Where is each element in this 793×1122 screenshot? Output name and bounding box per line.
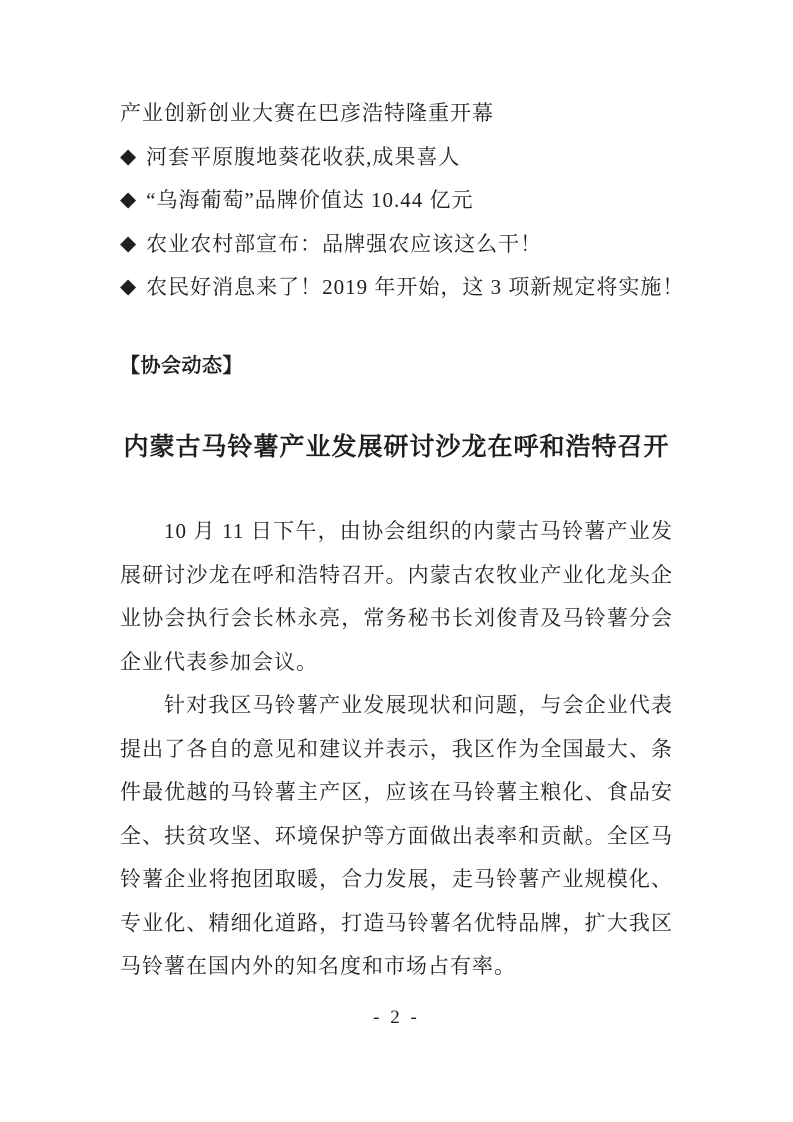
diamond-bullet-icon: ◆ bbox=[120, 143, 138, 168]
article-paragraph: 针对我区马铃薯产业发展现状和问题，与会企业代表提出了各自的意见和建议并表示，我区作为全国最大、条件最优越的马铃薯主产区，应该在马铃薯主粮化、食品安全、扶贫攻坚、环境保护等方面做出表率和贡献。全区马铃薯企业将抱团取暖，合力发展，走马铃薯产业规模化、专业化、精细化道路，打造马铃薯名优特品牌，扩大我区马铃薯在国内外的知名度和市场占有率。 bbox=[120, 693, 673, 978]
diamond-bullet-icon: ◆ bbox=[120, 230, 138, 255]
section-header: 【协会动态】 bbox=[120, 354, 243, 377]
news-list-item bbox=[120, 136, 673, 180]
news-item-text: 农民好消息来了！2019 年开始，这 3 项新规定将实施！ bbox=[146, 275, 685, 299]
diamond-bullet-icon: ◆ bbox=[120, 187, 138, 211]
diamond-bullet-icon: ◆ bbox=[120, 274, 138, 298]
news-item-text: “乌海葡萄”品牌价值达 10.44 亿元 bbox=[146, 188, 474, 212]
article-title: 内蒙古马铃薯产业发展研讨沙龙在呼和浩特召开 bbox=[123, 434, 670, 461]
news-item-text: 农业农村部宣布：品牌强农应该这么干！ bbox=[146, 231, 543, 256]
page-number: - 2 - bbox=[373, 1007, 420, 1028]
news-item-text: 河套平原腹地葵花收获,成果喜人 bbox=[146, 144, 461, 169]
news-list-item bbox=[120, 223, 673, 267]
news-item-continuation-line: 产业创新创业大赛在巴彦浩特隆重开幕 bbox=[120, 101, 494, 125]
article-paragraph: 10 月 11 日下午，由协会组织的内蒙古马铃薯产业发展研讨沙龙在呼和浩特召开。内蒙古农牧业产业化龙头企业协会执行会长林永亮，常务秘书长刘俊青及马铃薯分会企业代表参加会议。 bbox=[120, 519, 673, 674]
news-list-item bbox=[120, 266, 685, 310]
page-content bbox=[120, 92, 685, 989]
news-list-item bbox=[120, 179, 673, 223]
